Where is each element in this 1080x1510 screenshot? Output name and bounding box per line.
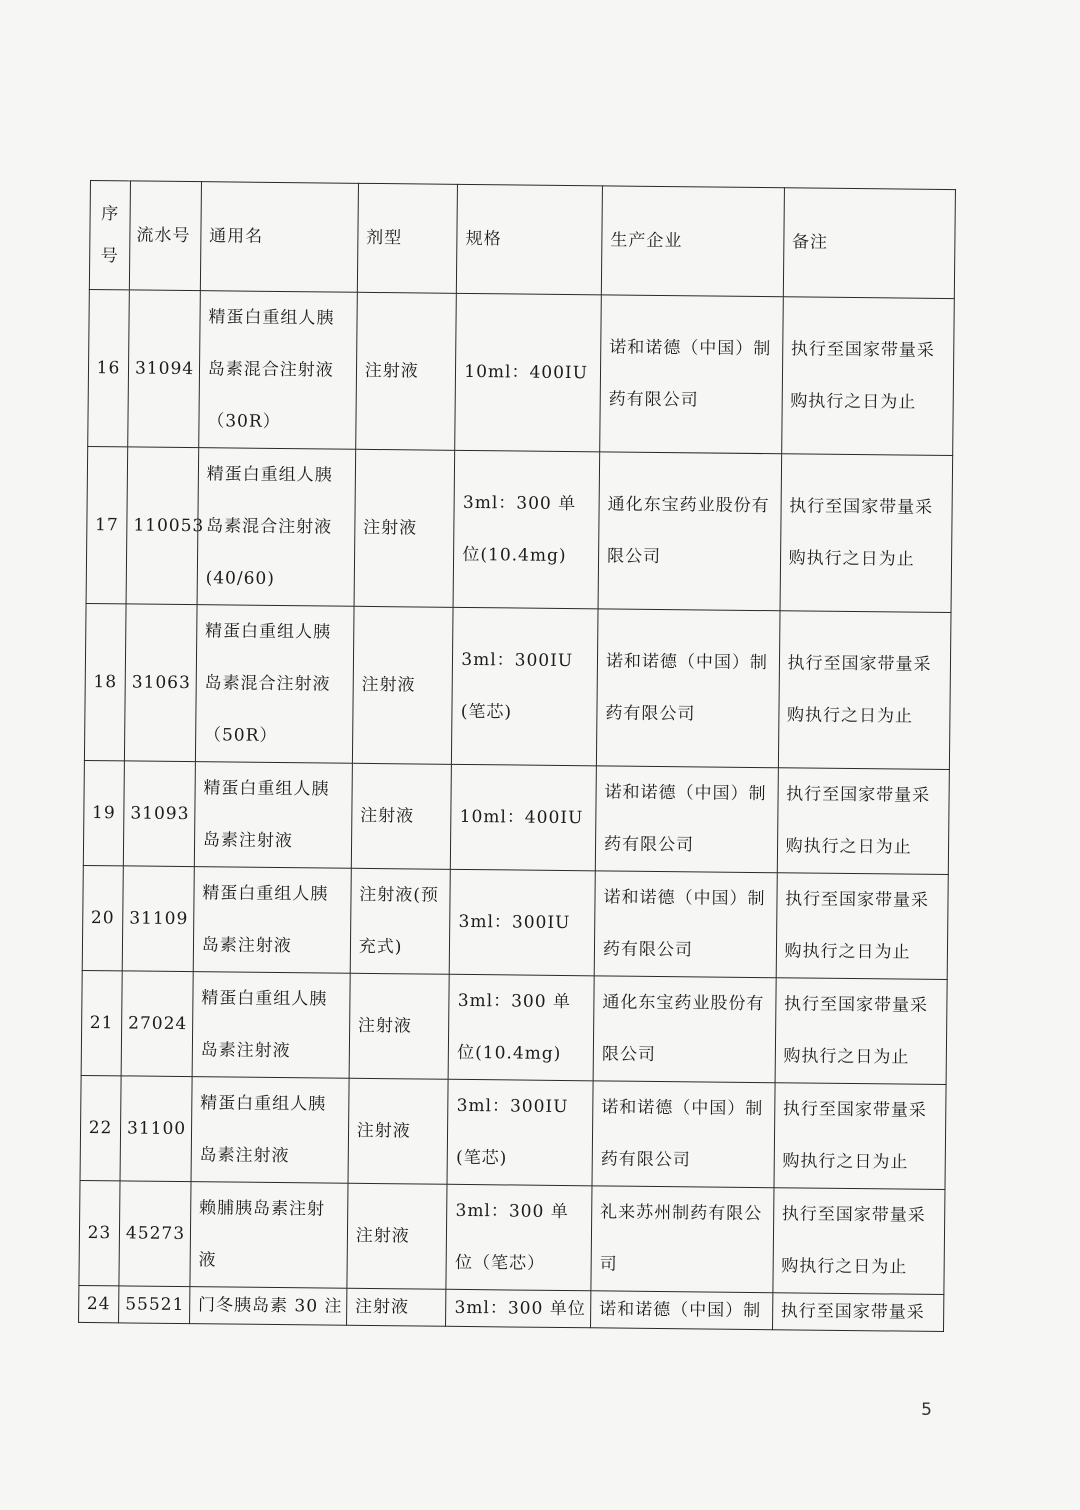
cell-manufacturer: 诺和诺德（中国）制药有限公司 bbox=[595, 766, 778, 873]
table-row bbox=[88, 289, 955, 455]
cell-dosage-form: 注射液 bbox=[349, 973, 450, 1079]
table-row bbox=[81, 970, 947, 1084]
header-spec: 规格 bbox=[457, 184, 603, 295]
cell-generic-name: 门冬胰岛素 30 注 bbox=[189, 1287, 346, 1326]
cell-generic-name: 精蛋白重组人胰岛素混合注射液（50R） bbox=[195, 605, 354, 764]
cell-spec: 10ml：400IU bbox=[455, 293, 601, 452]
cell-dosage-form: 注射液 bbox=[352, 606, 453, 764]
cell-dosage-form: 注射液 bbox=[347, 1183, 448, 1289]
cell-remarks: 执行至国家带量采购执行之日为止 bbox=[777, 768, 949, 875]
cell-generic-name: 赖脯胰岛素注射液 bbox=[190, 1182, 348, 1289]
cell-manufacturer: 诺和诺德（中国）制 bbox=[591, 1291, 773, 1330]
cell-manufacturer: 礼来苏州制药有限公司 bbox=[591, 1186, 774, 1293]
cell-manufacturer: 通化东宝药业股份有限公司 bbox=[598, 452, 781, 611]
cell-spec: 3ml：300IU bbox=[450, 869, 596, 976]
cell-remarks: 执行至国家带量采购执行之日为止 bbox=[772, 1188, 944, 1295]
cell-seq: 21 bbox=[81, 970, 122, 1075]
cell-remarks: 执行至国家带量采购执行之日为止 bbox=[775, 978, 947, 1085]
table-header-row bbox=[89, 181, 955, 299]
table-row bbox=[82, 865, 948, 979]
cell-serial: 45273 bbox=[119, 1181, 191, 1287]
cell-spec: 3ml：300 单位(10.4mg) bbox=[453, 450, 599, 609]
cell-spec: 3ml：300 单位 bbox=[446, 1289, 591, 1328]
cell-serial: 31094 bbox=[128, 290, 200, 448]
cell-dosage-form: 注射液(预充式) bbox=[350, 868, 451, 974]
cell-seq: 23 bbox=[79, 1180, 120, 1285]
table-row bbox=[80, 1075, 946, 1189]
cell-spec: 3ml：300IU(笔芯) bbox=[447, 1079, 593, 1186]
cell-remarks: 执行至国家带量采购执行之日为止 bbox=[776, 873, 948, 980]
header-remarks: 备注 bbox=[783, 188, 956, 299]
cell-serial: 31093 bbox=[123, 761, 195, 867]
cell-dosage-form: 注射液 bbox=[351, 763, 452, 869]
cell-manufacturer: 诺和诺德（中国）制药有限公司 bbox=[596, 609, 779, 768]
cell-remarks: 执行至国家带量采购执行之日为止 bbox=[778, 611, 951, 770]
cell-seq: 24 bbox=[79, 1285, 119, 1322]
cell-manufacturer: 通化东宝药业股份有限公司 bbox=[593, 976, 776, 1083]
cell-serial: 31100 bbox=[120, 1076, 192, 1182]
table-row bbox=[86, 446, 953, 612]
header-dosage-form: 剂型 bbox=[357, 183, 458, 293]
cell-seq: 16 bbox=[88, 289, 130, 446]
cell-remarks: 执行至国家带量采购执行之日为止 bbox=[780, 454, 953, 613]
cell-generic-name: 精蛋白重组人胰岛素注射液 bbox=[191, 1077, 349, 1184]
drug-list-table bbox=[78, 180, 956, 1332]
page-number: 5 bbox=[921, 1400, 932, 1420]
cell-serial: 31063 bbox=[124, 604, 196, 762]
cell-spec: 3ml：300IU(笔芯) bbox=[452, 607, 598, 766]
table-row bbox=[84, 603, 951, 769]
header-manufacturer: 生产企业 bbox=[601, 186, 784, 297]
cell-generic-name: 精蛋白重组人胰岛素混合注射液(40/60) bbox=[197, 448, 356, 607]
cell-generic-name: 精蛋白重组人胰岛素注射液 bbox=[192, 972, 350, 1079]
cell-manufacturer: 诺和诺德（中国）制药有限公司 bbox=[594, 871, 777, 978]
table-row bbox=[83, 760, 949, 874]
cell-remarks: 执行至国家带量采购执行之日为止 bbox=[774, 1083, 946, 1190]
header-serial: 流水号 bbox=[129, 181, 201, 291]
cell-seq: 18 bbox=[84, 603, 126, 760]
cell-dosage-form: 注射液 bbox=[354, 449, 455, 607]
cell-serial: 27024 bbox=[121, 971, 193, 1077]
cell-seq: 17 bbox=[86, 446, 128, 603]
cell-seq: 22 bbox=[80, 1075, 121, 1180]
cell-dosage-form: 注射液 bbox=[346, 1288, 446, 1326]
cell-dosage-form: 注射液 bbox=[355, 292, 456, 450]
cell-remarks: 执行至国家带量采 bbox=[772, 1293, 944, 1332]
header-generic-name: 通用名 bbox=[200, 182, 358, 293]
cell-spec: 10ml：400IU bbox=[451, 764, 597, 871]
cell-spec: 3ml：300 单位（笔芯） bbox=[446, 1184, 592, 1291]
header-seq: 序号 bbox=[89, 181, 130, 290]
cell-serial: 55521 bbox=[119, 1286, 190, 1324]
cell-serial: 31109 bbox=[122, 866, 194, 972]
cell-manufacturer: 诺和诺德（中国）制药有限公司 bbox=[592, 1081, 775, 1188]
cell-generic-name: 精蛋白重组人胰岛素混合注射液（30R） bbox=[199, 291, 358, 450]
cell-spec: 3ml：300 单位(10.4mg) bbox=[448, 974, 594, 1081]
cell-seq: 20 bbox=[82, 865, 123, 970]
cell-generic-name: 精蛋白重组人胰岛素注射液 bbox=[193, 867, 351, 974]
table-row bbox=[79, 1180, 945, 1294]
cell-remarks: 执行至国家带量采购执行之日为止 bbox=[781, 297, 954, 456]
cell-manufacturer: 诺和诺德（中国）制药有限公司 bbox=[600, 295, 783, 454]
cell-serial: 110053 bbox=[126, 447, 198, 605]
cell-seq: 19 bbox=[83, 760, 124, 865]
cell-generic-name: 精蛋白重组人胰岛素注射液 bbox=[194, 762, 352, 869]
cell-dosage-form: 注射液 bbox=[348, 1078, 449, 1184]
